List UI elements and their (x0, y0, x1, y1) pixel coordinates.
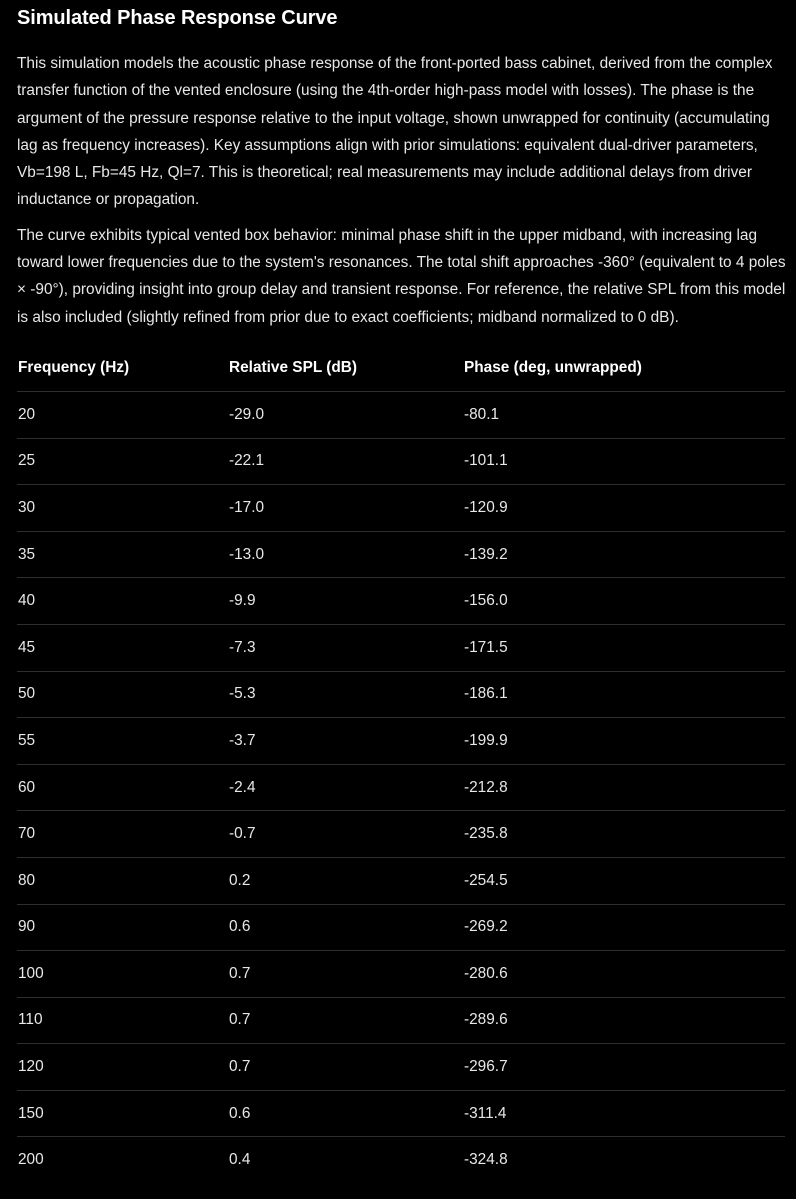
cell-frequency: 35 (17, 531, 228, 578)
cell-frequency: 25 (17, 438, 228, 485)
cell-frequency: 45 (17, 624, 228, 671)
cell-spl: -0.7 (228, 811, 463, 858)
cell-spl: 0.7 (228, 997, 463, 1044)
cell-spl: 0.4 (229, 1151, 251, 1169)
column-header-frequency: Frequency (Hz) (17, 345, 228, 392)
table-header (17, 345, 785, 392)
cell-spl: 0.6 (228, 904, 463, 951)
table-row (17, 718, 785, 765)
cell-phase: -186.1 (463, 671, 785, 718)
table-header-row (17, 345, 785, 392)
table-row (17, 671, 785, 718)
cell-spl: -3.7 (228, 718, 463, 765)
cell-phase: -254.5 (463, 857, 785, 904)
table-body (17, 391, 785, 1183)
cell-frequency: 200 (18, 1151, 44, 1169)
table-row (17, 997, 785, 1044)
cell-spl: -13.0 (228, 531, 463, 578)
cell-frequency: 120 (17, 1044, 228, 1091)
cell-phase: -311.4 (463, 1090, 785, 1137)
cell-spl: 0.7 (228, 951, 463, 998)
phase-response-table (17, 345, 785, 1183)
table-row (17, 857, 785, 904)
cell-spl: 0.6 (228, 1090, 463, 1137)
cell-phase: -280.6 (463, 951, 785, 998)
cell-phase: -139.2 (463, 531, 785, 578)
cell-spl: -7.3 (228, 624, 463, 671)
cell-phase: -80.1 (463, 391, 785, 438)
cell-frequency: 60 (17, 764, 228, 811)
cell-frequency: 20 (17, 391, 228, 438)
cell-frequency: 70 (17, 811, 228, 858)
table-row (17, 904, 785, 951)
cell-spl: 0.7 (228, 1044, 463, 1091)
table-row (17, 1137, 785, 1183)
table-row (17, 485, 785, 532)
table-row (17, 578, 785, 625)
table-row (17, 951, 785, 998)
table-row (17, 391, 785, 438)
table-row (17, 1044, 785, 1091)
cell-frequency: 110 (17, 997, 228, 1044)
table-row (17, 1090, 785, 1137)
cell-spl: -5.3 (228, 671, 463, 718)
cell-phase: -289.6 (463, 997, 785, 1044)
table-row (17, 531, 785, 578)
cell-frequency: 90 (17, 904, 228, 951)
cell-spl: -17.0 (228, 485, 463, 532)
cell-phase: -156.0 (463, 578, 785, 625)
table-row (17, 624, 785, 671)
column-header-phase: Phase (deg, unwrapped) (463, 345, 785, 392)
cell-spl: -29.0 (228, 391, 463, 438)
cell-frequency: 40 (17, 578, 228, 625)
cell-frequency: 55 (17, 718, 228, 765)
table-row (17, 811, 785, 858)
cell-spl: -22.1 (228, 438, 463, 485)
table-row (17, 438, 785, 485)
cell-frequency: 30 (17, 485, 228, 532)
behavior-paragraph: The curve exhibits typical vented box behavior: minimal phase shift in the upper midband, with increasing lag toward lower frequencies due to the system's resonances. The total shift approaches -360° (equivalent to 4 poles × -90°), providing insight into group delay and transient response. For reference, the relative SPL from this model is also included (slightly refined from prior due to exact coefficients; midband normalized to 0 dB). (17, 226, 786, 326)
cell-phase: -120.9 (463, 485, 785, 532)
cell-spl: 0.2 (228, 857, 463, 904)
cell-phase: -324.8 (464, 1151, 508, 1169)
cell-frequency: 80 (17, 857, 228, 904)
intro-paragraph: This simulation models the acoustic phase response of the front-ported bass cabinet, derived from the complex transfer function of the vented enclosure (using the 4th-order high-pass model with losses). The phase is the argument of the pressure response relative to the input voltage, shown unwrapped for continuity (accumulating lag as frequency increases). Key assumptions align with prior simulations: equivalent dual-driver parameters, Vb=198 L, Fb=45 Hz, Ql=7. This is theoretical; real measurements may include additional delays from driver inductance or propagation. (17, 55, 773, 209)
page-title: Simulated Phase Response Curve (17, 7, 338, 29)
cell-phase: -212.8 (463, 764, 785, 811)
cell-phase: -296.7 (463, 1044, 785, 1091)
cell-frequency: 150 (17, 1090, 228, 1137)
cell-phase: -269.2 (463, 904, 785, 951)
column-header-spl: Relative SPL (dB) (228, 345, 463, 392)
cell-spl: -9.9 (228, 578, 463, 625)
cell-phase: -235.8 (463, 811, 785, 858)
cell-frequency: 50 (17, 671, 228, 718)
cell-frequency: 100 (17, 951, 228, 998)
cell-phase: -101.1 (463, 438, 785, 485)
cell-phase: -199.9 (463, 718, 785, 765)
table-row (17, 764, 785, 811)
cell-phase: -171.5 (463, 624, 785, 671)
cell-spl: -2.4 (228, 764, 463, 811)
